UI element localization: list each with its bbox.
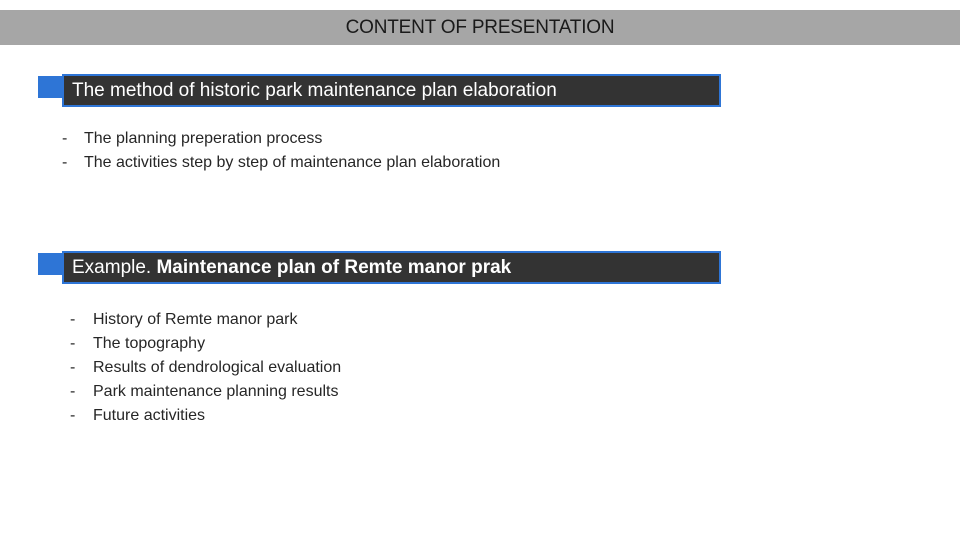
list-item-text: Future activities <box>93 407 206 424</box>
bullet-dash: - <box>70 359 76 376</box>
section1-header-text: The method of historic park maintenance plan elaboration <box>72 79 557 101</box>
list-item <box>70 356 341 380</box>
list-item <box>70 380 341 404</box>
list-item <box>62 151 500 175</box>
list-item-text: Results of dendrological evaluation <box>93 359 342 376</box>
section2-header <box>62 251 721 284</box>
list-item <box>70 308 341 332</box>
list-item-text: The topography <box>93 335 206 352</box>
list-item-text: Park maintenance planning results <box>93 383 339 400</box>
section2-header-bold: Maintenance plan of Remte manor prak <box>156 256 512 278</box>
bullet-dash: - <box>62 130 68 147</box>
list-item <box>70 332 341 356</box>
section2-header-prefix: Example. <box>72 256 157 278</box>
section1-header <box>62 74 721 107</box>
bullet-dash: - <box>70 311 76 328</box>
bullet-dash: - <box>70 407 76 424</box>
list-item-text: History of Remte manor park <box>93 311 298 328</box>
section1-list <box>62 127 500 175</box>
bullet-dash: - <box>70 383 76 400</box>
list-item-text: The activities step by step of maintenance plan elaboration <box>84 154 501 171</box>
title-bar <box>0 10 960 45</box>
list-item-text: The planning preperation process <box>84 130 323 147</box>
list-item <box>62 127 500 151</box>
list-item <box>70 404 341 428</box>
slide-title: CONTENT OF PRESENTATION <box>345 16 615 38</box>
bullet-dash: - <box>70 335 76 352</box>
bullet-dash: - <box>62 154 68 171</box>
section2-list <box>70 308 341 428</box>
